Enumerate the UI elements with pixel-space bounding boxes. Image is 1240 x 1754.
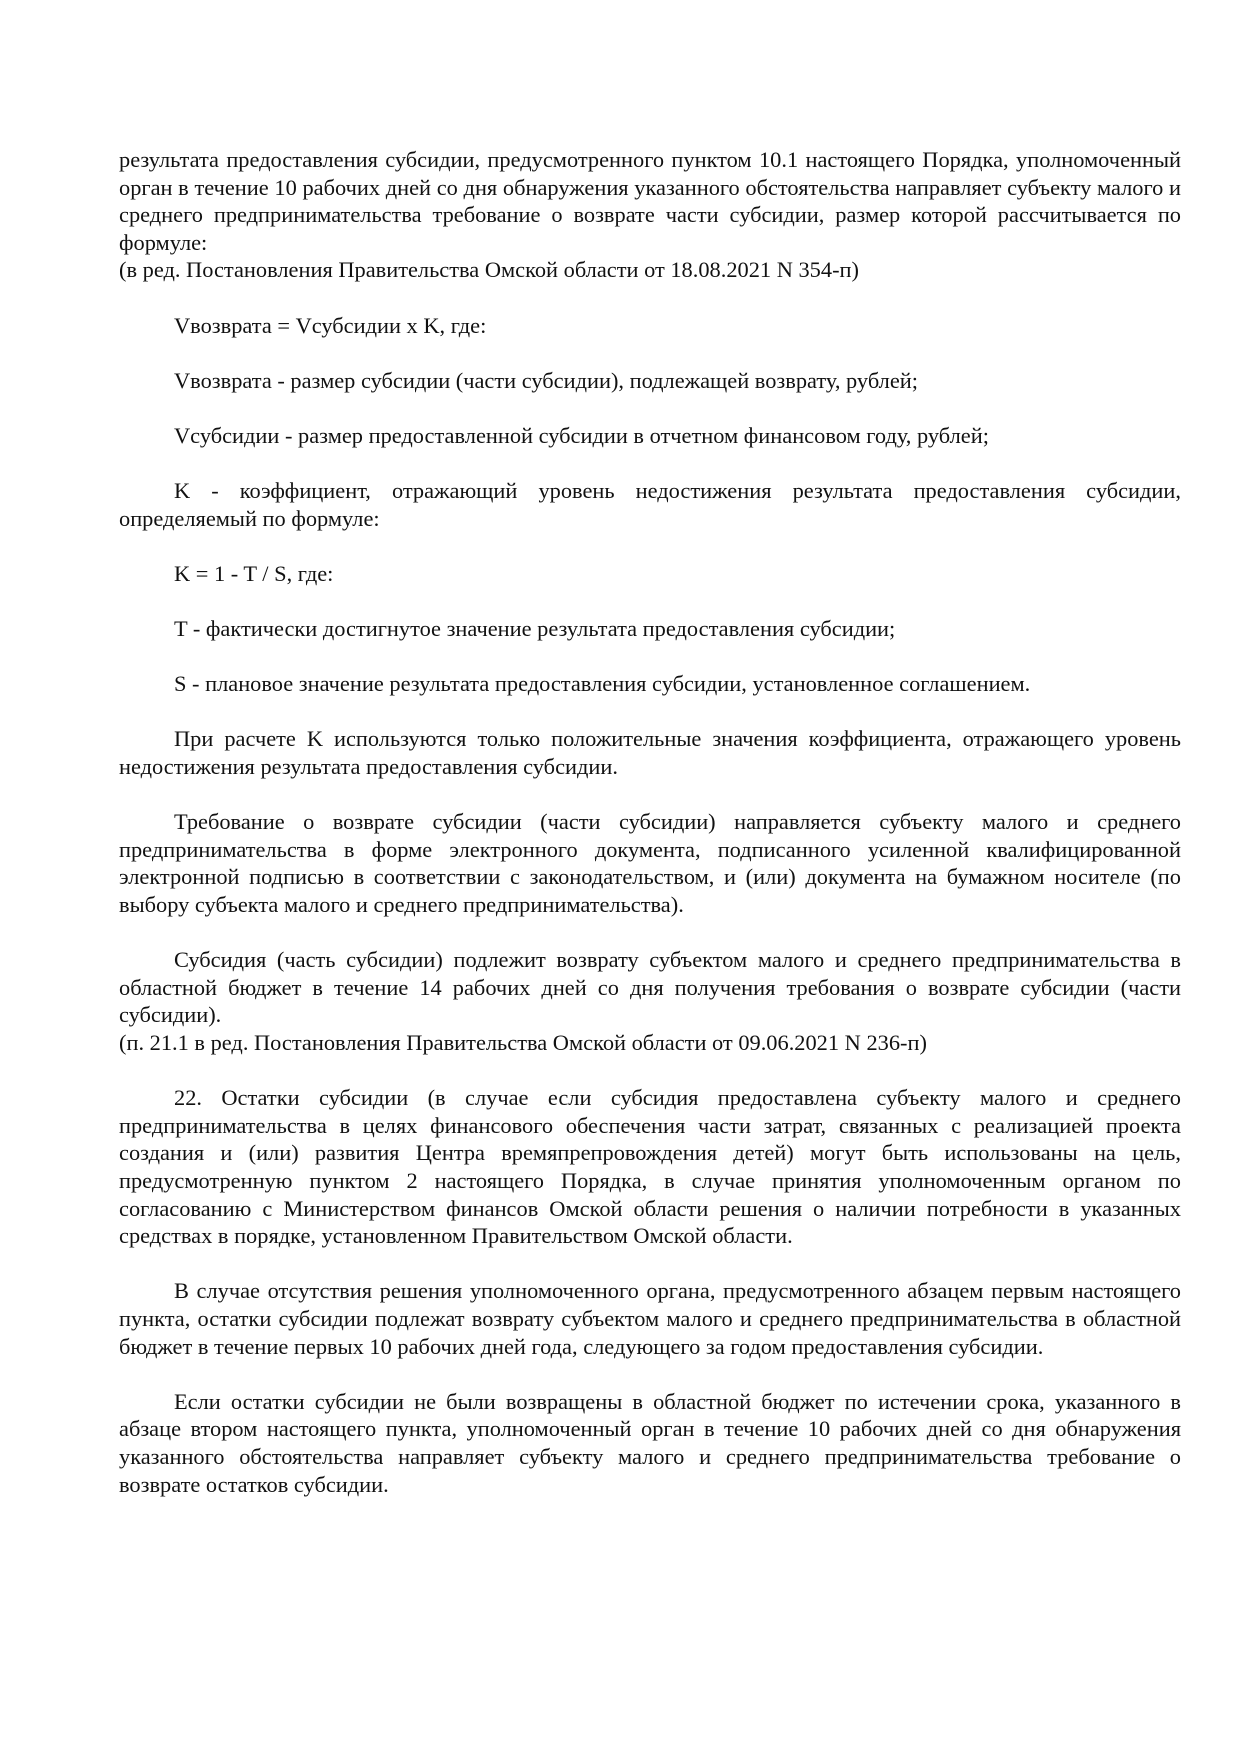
paragraph-continuation: результата предоставления субсидии, предусмотренного пунктом 10.1 настоящего Порядка, уполномоченный орган в течение 10 рабочих дней со дня обнаружения указанного обстоятельства направляет субъекту малого и среднего предпринимательства требование о возврате части субсидии, размер которой рассчитывается по формуле: xyxy=(119,147,1181,255)
definition-t: T - фактически достигнутое значение результата предоставления субсидии; xyxy=(174,616,896,642)
definition-v-refund: Vвозврата - размер субсидии (части субсидии), подлежащей возврату, рублей; xyxy=(174,367,918,393)
paragraph-refund-demand: Требование о возврате субсидии (части субсидии) направляется субъекту малого и среднего предпринимательства в форме электронного документа, подписанного усиленной квалифицированной электронной подписью в соответствии с законодательством, и (или) документа на бумажном носителе (по выбору субъекта малого и среднего предпринимательства). xyxy=(119,809,1181,918)
paragraph-refund-deadline: Субсидия (часть субсидии) подлежит возврату субъектом малого и среднего предпринимательства в областной бюджет в течение 14 рабочих дней со дня получения требования о возврате субсидии (части субсидии). xyxy=(119,947,1181,1028)
definition-v-subsidy: Vсубсидии - размер предоставленной субсидии в отчетном финансовом году, рублей; xyxy=(174,422,989,448)
definition-s: S - плановое значение результата предоставления субсидии, установленное соглашением. xyxy=(174,671,1031,697)
formula-k: K = 1 - T / S, где: xyxy=(174,560,334,586)
amendment-note: (п. 21.1 в ред. Постановления Правительства Омской области от 09.06.2021 N 236-п) xyxy=(119,1030,927,1055)
amendment-note: (в ред. Постановления Правительства Омской области от 18.08.2021 N 354-п) xyxy=(119,257,859,283)
definition-k: K - коэффициент, отражающий уровень недостижения результата предоставления субсидии, определяемый по формуле: xyxy=(119,478,1181,531)
formula-refund-amount: Vвозврата = Vсубсидии x K, где: xyxy=(174,312,487,338)
paragraph-22-remainders: 22. Остатки субсидии (в случае если субсидия предоставлена субъекту малого и среднего предпринимательства в целях финансового обеспечения части затрат, связанных с реализацией проекта создания и (или) развития Центра времяпрепровождения детей) могут быть использованы на цель, предусмотренную пунктом 2 настоящего Порядка, в случае принятия уполномоченным органом по согласованию с Министерством финансов Омской области решения о наличии потребности в указанных средствах в порядке, установленном Правительством Омской области. xyxy=(119,1085,1181,1249)
paragraph-no-decision: В случае отсутствия решения уполномоченного органа, предусмотренного абзацем первым настоящего пункта, остатки субсидии подлежат возврату субъектом малого и среднего предпринимательства в областной бюджет в течение первых 10 рабочих дней года, следующего за годом предоставления субсидии. xyxy=(119,1278,1181,1359)
paragraph-k-positive: При расчете K используются только положительные значения коэффициента, отражающего уровень недостижения результата предоставления субсидии. xyxy=(119,726,1181,780)
paragraph-not-returned: Если остатки субсидии не были возвращены в областной бюджет по истечении срока, указанного в абзаце втором настоящего пункта, уполномоченный орган в течение 10 рабочих дней со дня обнаружения указанного обстоятельства направляет субъекту малого и среднего предпринимательства требование о возврате остатков субсидии. xyxy=(119,1388,1181,1497)
document-page xyxy=(119,146,1181,1498)
